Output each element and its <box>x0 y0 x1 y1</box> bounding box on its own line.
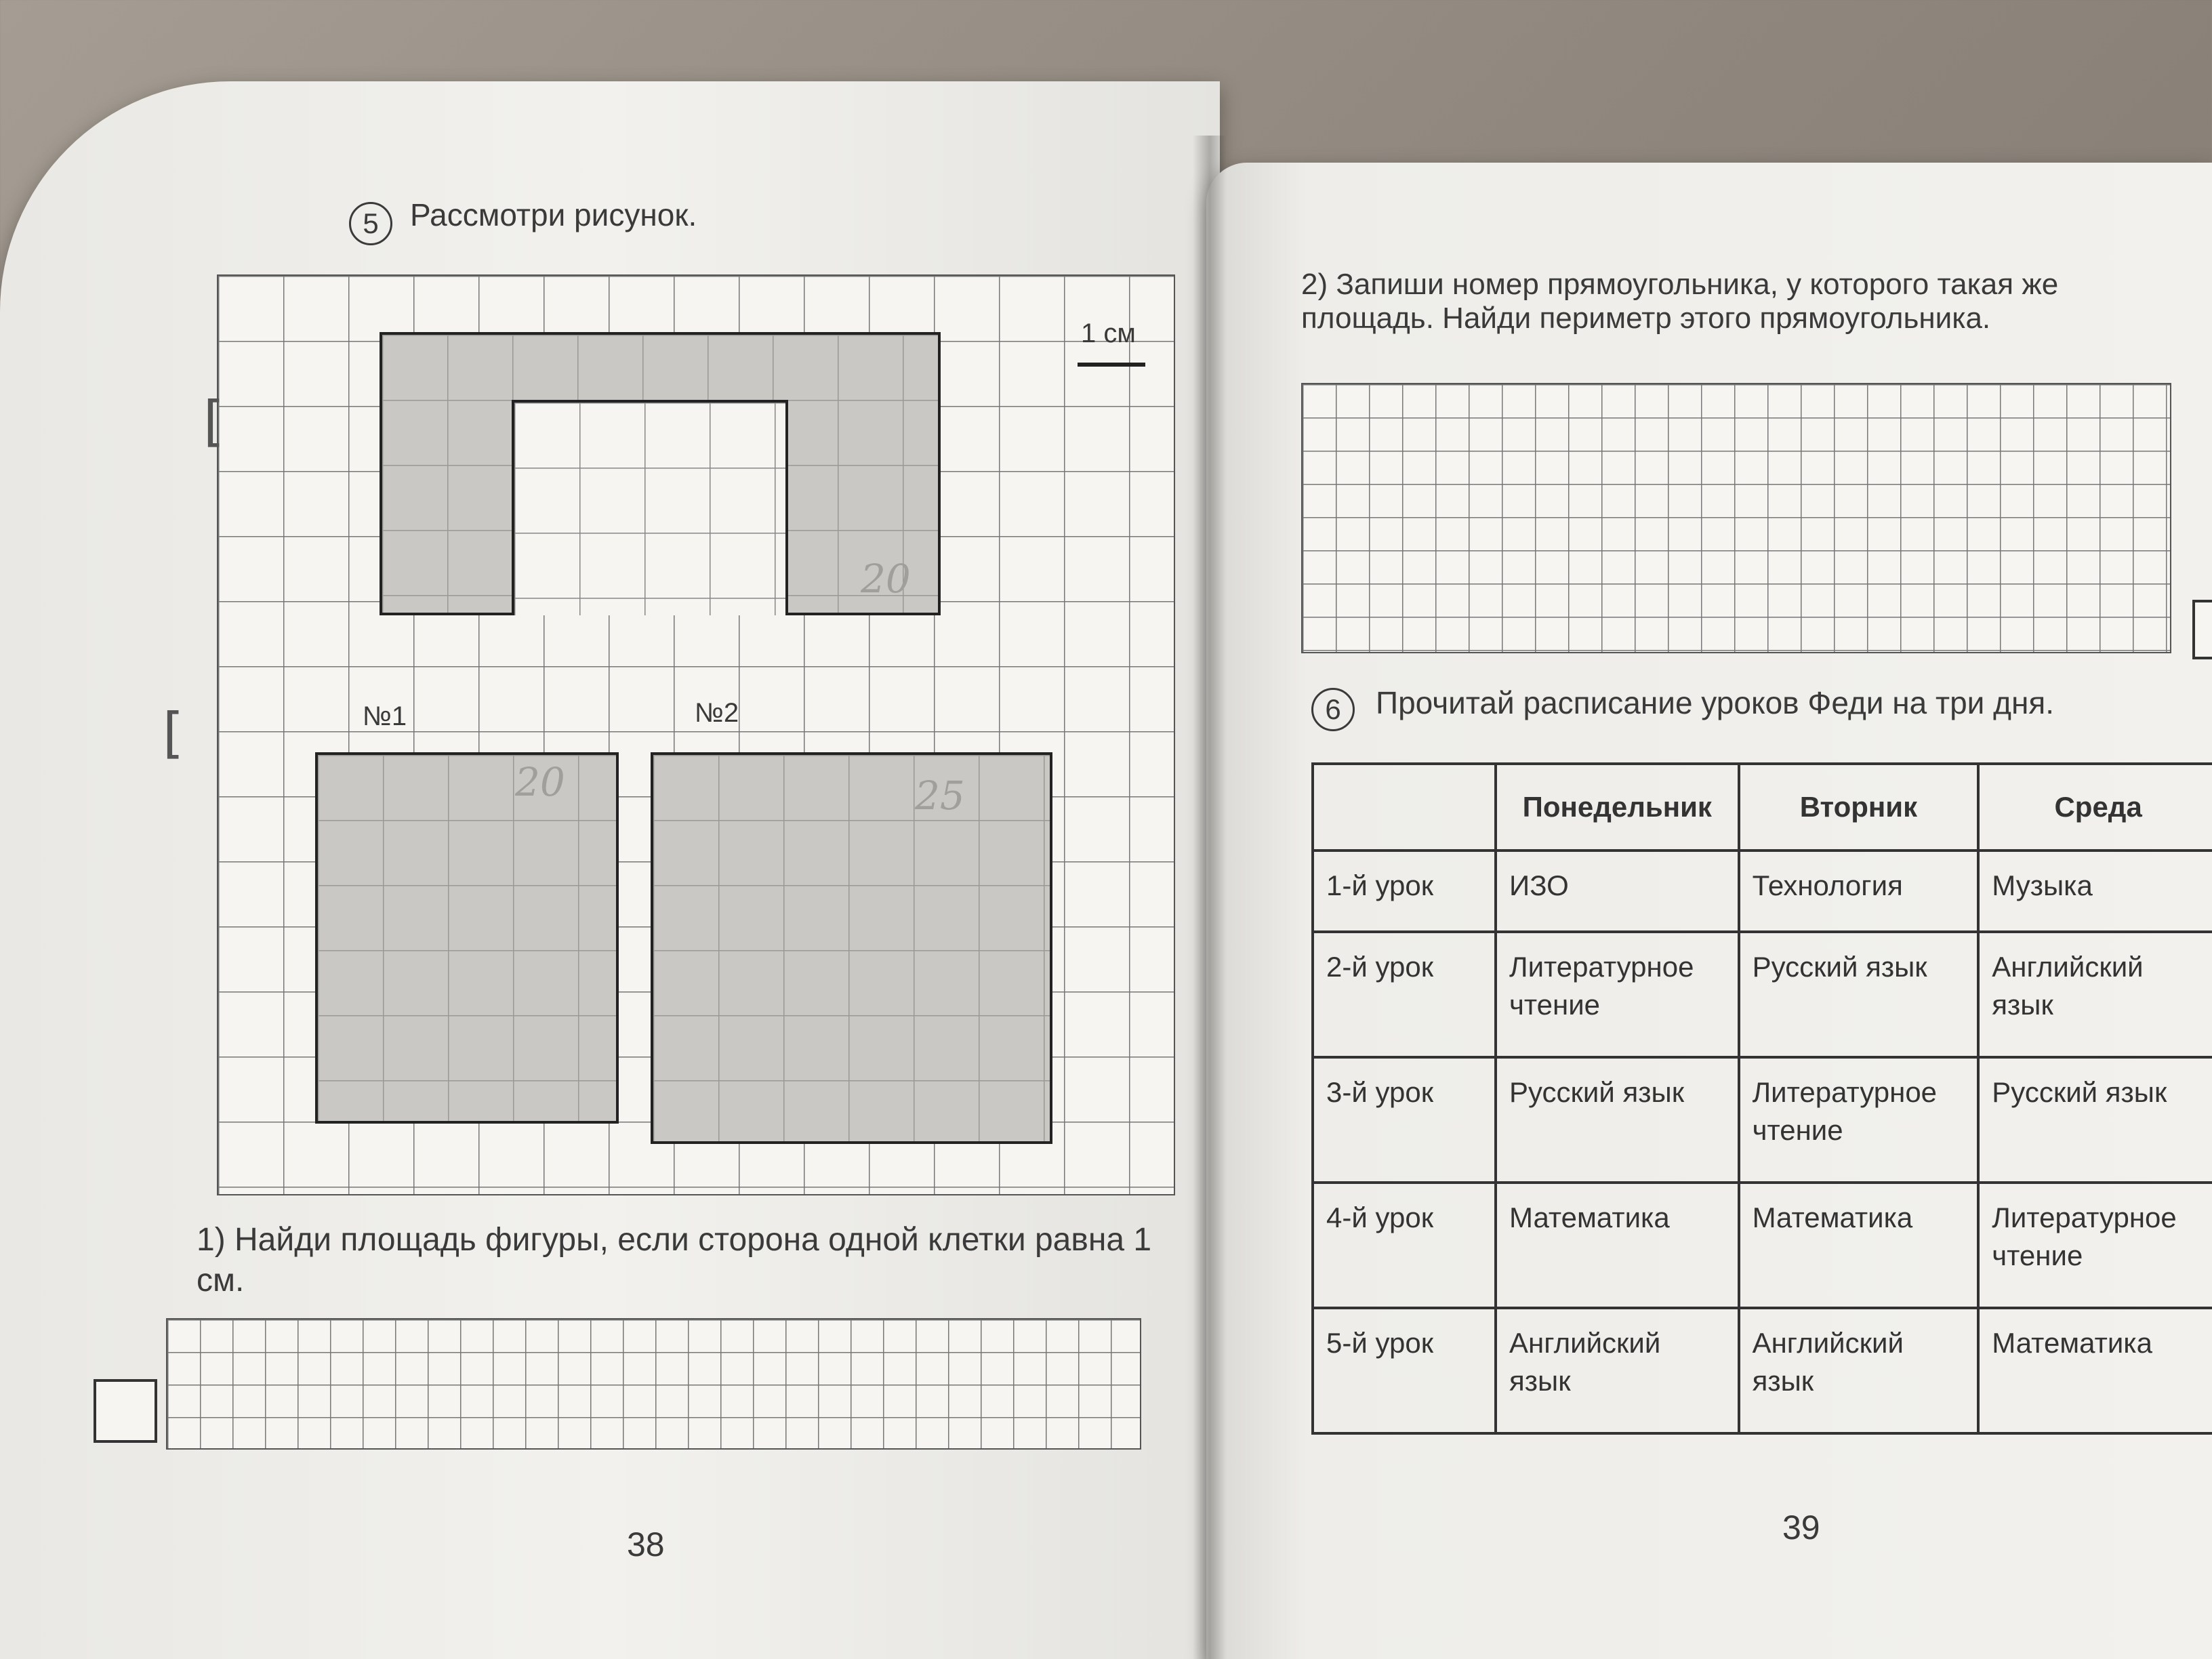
table-row <box>1313 932 2212 1057</box>
table-header-wednesday: Среда <box>1978 764 2212 851</box>
task-6-number: 6 <box>1311 688 1355 731</box>
figure-2-label: №2 <box>695 698 739 728</box>
table-cell: Английский язык <box>1978 932 2212 1057</box>
task-5-question-1: 1) Найди площадь фигуры, если сторона одной клетки равна 1 см. <box>197 1222 1152 1298</box>
table-cell: Русский язык <box>1978 1057 2212 1183</box>
answer-box-small-left <box>94 1379 157 1443</box>
table-cell: Технология <box>1739 851 1979 932</box>
table-cell: Литературное чтение <box>1978 1183 2212 1308</box>
task-5-number: 5 <box>349 202 392 245</box>
table-cell: Математика <box>1496 1183 1739 1308</box>
table-cell: Английский язык <box>1496 1308 1739 1433</box>
table-header-tuesday: Вторник <box>1739 764 1979 851</box>
book-gutter <box>1193 136 1227 1659</box>
page-number-left: 38 <box>627 1525 665 1563</box>
pencil-note-rect-2: 25 <box>915 773 965 819</box>
scale-label: 1 см <box>1081 319 1136 348</box>
table-cell: Литературное чтение <box>1496 932 1739 1057</box>
pencil-note-figure: 20 <box>861 556 911 602</box>
task-5-title: Рассмотри рисунок. <box>410 197 697 232</box>
figure-frame-cutout <box>512 400 788 615</box>
task-5-question-2: 2) Запиши номер прямоугольника, у которого такая же площадь. Найди периметр этого прямоугольника. <box>1301 268 2059 335</box>
lesson-label: 2-й урок <box>1313 932 1496 1057</box>
table-header-empty <box>1313 764 1496 851</box>
rectangle-1 <box>315 752 619 1124</box>
table-cell: Английский язык <box>1739 1308 1979 1433</box>
table-cell: Русский язык <box>1739 932 1979 1057</box>
table-cell: ИЗО <box>1496 851 1739 932</box>
table-cell: Математика <box>1978 1308 2212 1433</box>
scale-bar <box>1078 363 1145 367</box>
table-cell: Математика <box>1739 1183 1979 1308</box>
lesson-label: 3-й урок <box>1313 1057 1496 1183</box>
task-6-title: Прочитай расписание уроков Феди на три дня. <box>1376 685 2055 720</box>
lesson-label: 4-й урок <box>1313 1183 1496 1308</box>
lesson-label: 1-й урок <box>1313 851 1496 932</box>
answer-grid-right <box>1301 383 2171 653</box>
schedule-table <box>1311 762 2212 1435</box>
table-row <box>1313 851 2212 932</box>
answer-grid-left <box>166 1318 1141 1450</box>
table-row <box>1313 1183 2212 1308</box>
table-cell: Русский язык <box>1496 1057 1739 1183</box>
rectangle-2 <box>651 752 1052 1144</box>
margin-bracket-1: [ <box>203 390 225 453</box>
table-row <box>1313 1057 2212 1183</box>
margin-bracket-2: [ <box>163 701 184 764</box>
table-header-row <box>1313 764 2212 851</box>
table-cell: Литературное чтение <box>1739 1057 1979 1183</box>
answer-box-small-right <box>2192 600 2212 659</box>
table-header-monday: Понедельник <box>1496 764 1739 851</box>
table-row <box>1313 1308 2212 1433</box>
table-cell: Музыка <box>1978 851 2212 932</box>
lesson-label: 5-й урок <box>1313 1308 1496 1433</box>
pencil-note-rect-1: 20 <box>515 759 565 805</box>
page-number-right: 39 <box>1782 1509 1820 1547</box>
figure-1-label: №1 <box>363 701 407 731</box>
